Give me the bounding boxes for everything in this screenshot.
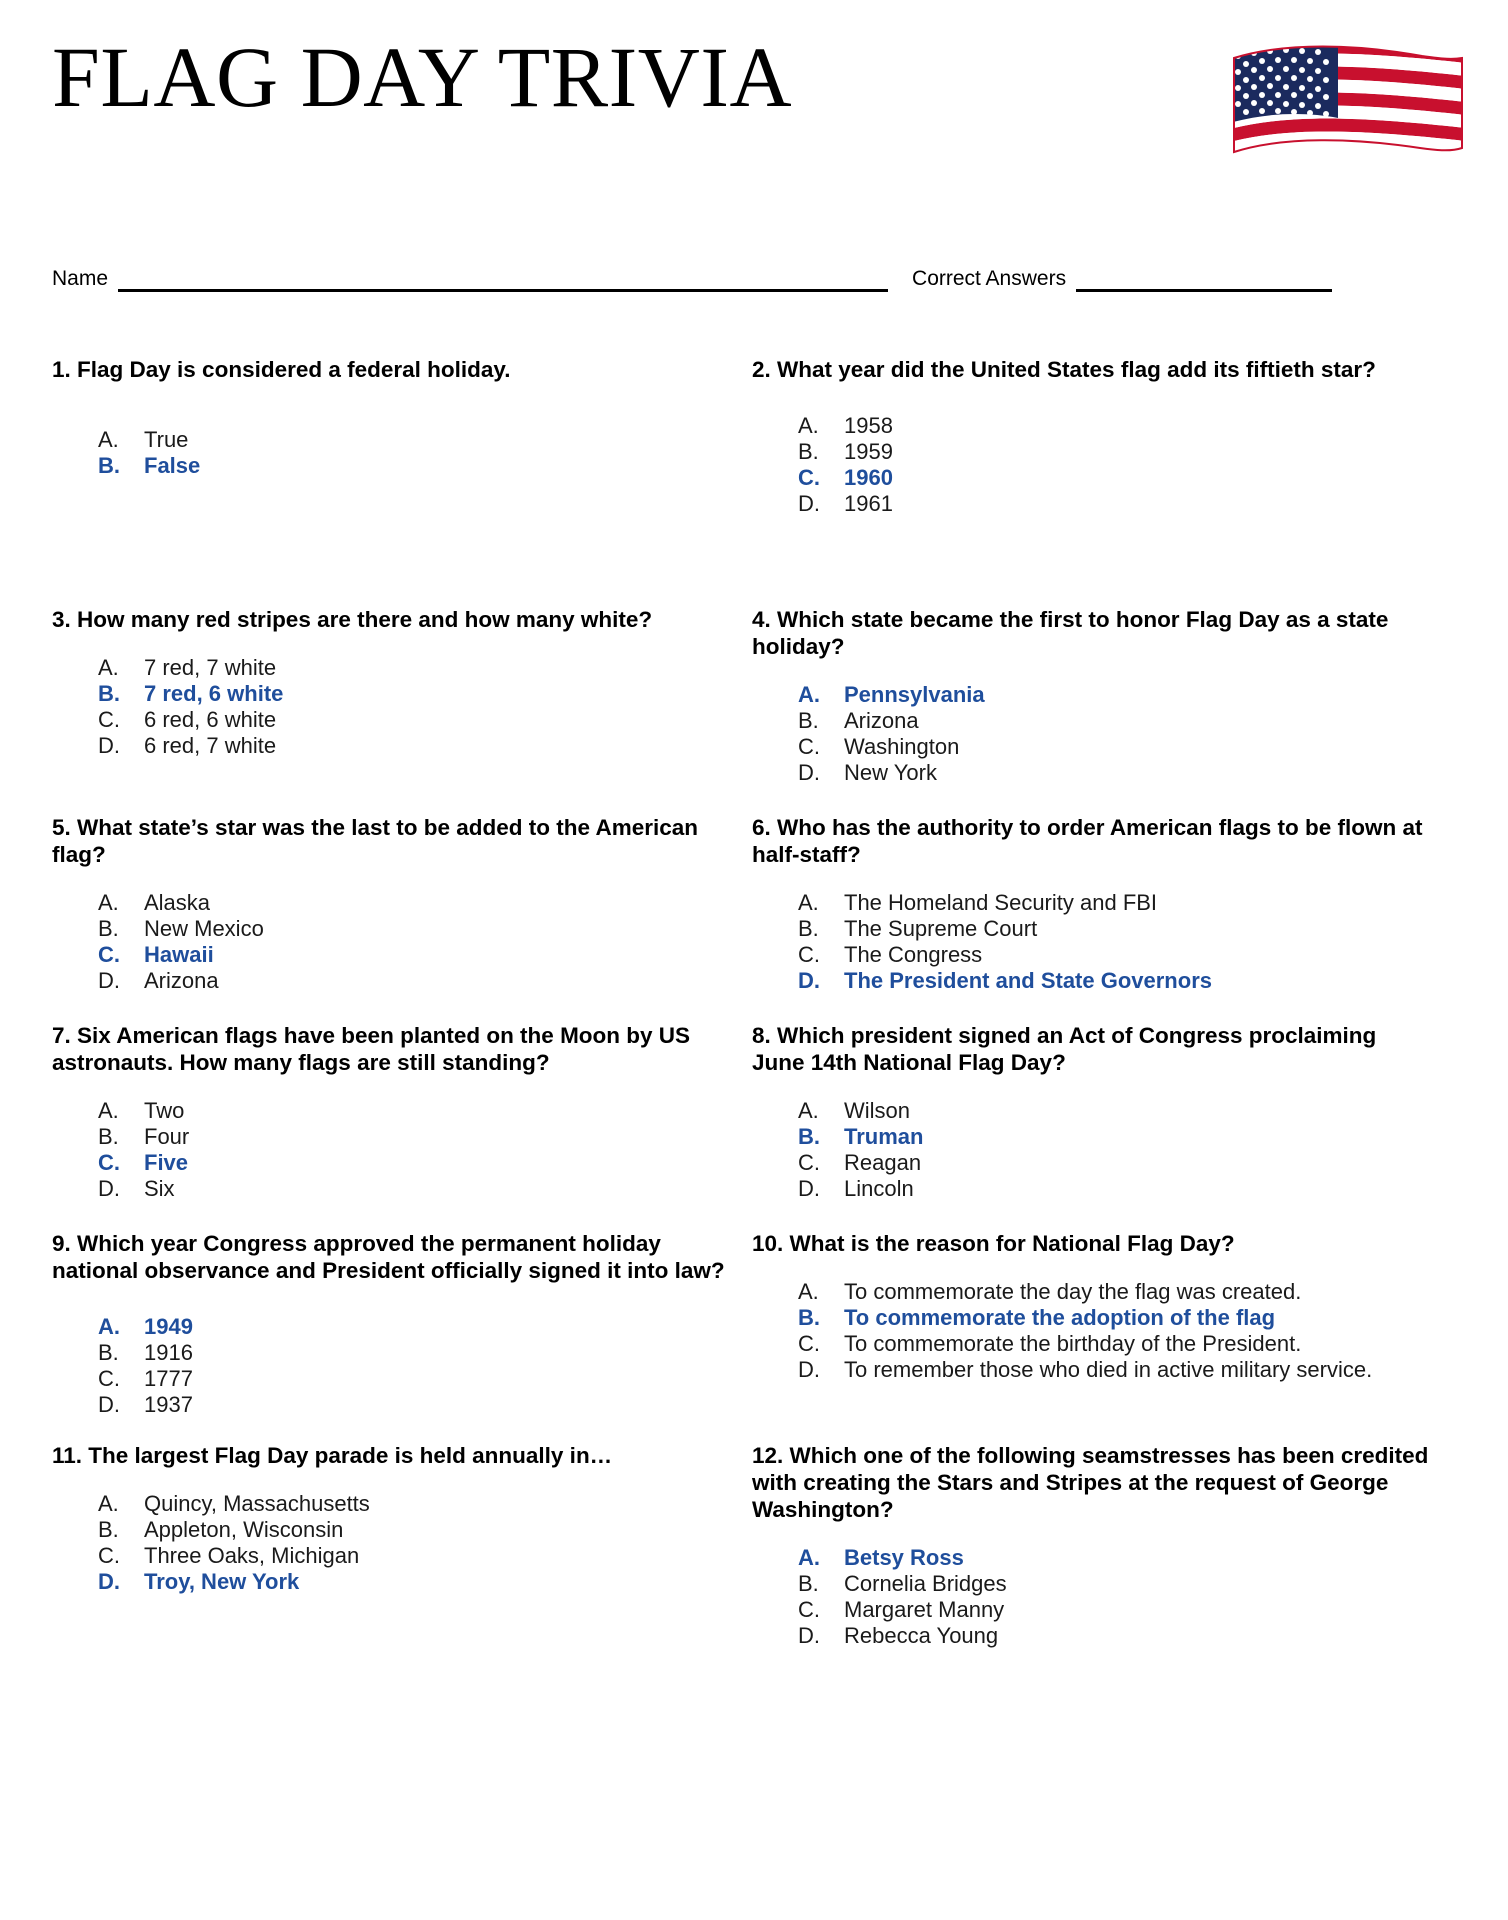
option-c[interactable]	[52, 1150, 726, 1176]
option-d[interactable]	[752, 968, 1434, 994]
questions-grid	[52, 356, 1460, 1652]
option-letter: C.	[798, 465, 820, 490]
question-text: 11. The largest Flag Day parade is held annually in…	[52, 1443, 613, 1468]
answer-options	[52, 890, 726, 994]
question-text: 9. Which year Congress approved the permanent holiday national observance and President officially signed it into law?	[52, 1231, 725, 1283]
option-text: Truman	[844, 1124, 924, 1149]
option-text: Arizona	[144, 968, 219, 993]
option-letter: A.	[798, 682, 820, 707]
option-text: Appleton, Wisconsin	[144, 1517, 344, 1542]
option-d[interactable]	[752, 1357, 1434, 1383]
question-block-12	[752, 1442, 1460, 1652]
identity-row	[52, 266, 1456, 294]
option-c[interactable]	[752, 1597, 1434, 1623]
option-b[interactable]	[752, 439, 1434, 465]
option-text: 7 red, 7 white	[144, 655, 277, 680]
option-letter: C.	[798, 1331, 820, 1356]
question-block-10	[752, 1230, 1460, 1442]
option-text: New Mexico	[144, 916, 264, 941]
option-letter: A.	[798, 1545, 820, 1570]
option-a[interactable]	[52, 1098, 726, 1124]
option-b[interactable]	[52, 453, 726, 479]
option-a[interactable]	[52, 1314, 726, 1340]
question-text: 7. Six American flags have been planted on the Moon by US astronauts. How many flags are still standing?	[52, 1023, 691, 1075]
option-text: Hawaii	[144, 942, 214, 967]
option-letter: B.	[798, 1124, 820, 1149]
question-block-4	[752, 606, 1460, 814]
question-block-11	[52, 1442, 752, 1652]
option-letter: D.	[98, 968, 120, 993]
question-text: 8. Which president signed an Act of Congress proclaiming June 14th National Flag Day?	[752, 1023, 1377, 1075]
option-c[interactable]	[752, 942, 1434, 968]
answer-options	[52, 655, 726, 759]
name-input-line[interactable]	[118, 289, 888, 292]
option-c[interactable]	[52, 1543, 726, 1569]
question-block-1	[52, 356, 752, 606]
option-letter: A.	[98, 655, 119, 680]
option-letter: D.	[798, 1357, 820, 1382]
option-letter: A.	[98, 1491, 119, 1516]
question-block-6	[752, 814, 1460, 1022]
option-letter: D.	[98, 1392, 120, 1417]
option-text: 1961	[844, 491, 893, 516]
option-text: The Supreme Court	[844, 916, 1038, 941]
question-text: 12. Which one of the following seamstresses has been credited with creating the Stars and Stripes at the request of George Washington?	[752, 1443, 1429, 1522]
option-text: Three Oaks, Michigan	[144, 1543, 360, 1568]
option-text: Margaret Manny	[844, 1597, 1005, 1622]
option-d[interactable]	[752, 491, 1434, 517]
option-b[interactable]	[52, 1124, 726, 1150]
option-letter: B.	[798, 439, 819, 464]
option-d[interactable]	[52, 1176, 726, 1202]
answer-options	[52, 1314, 726, 1418]
option-a[interactable]	[752, 1279, 1434, 1305]
question-text: 1. Flag Day is considered a federal holiday.	[52, 357, 511, 382]
question-block-9	[52, 1230, 752, 1442]
option-text: False	[144, 453, 201, 478]
option-text: Cornelia Bridges	[844, 1571, 1007, 1596]
option-a[interactable]	[52, 655, 726, 681]
option-letter: D.	[98, 1569, 120, 1594]
answer-options	[752, 890, 1434, 994]
page-header	[0, 0, 1508, 200]
option-letter: B.	[98, 1124, 119, 1149]
question-text: 5. What state’s star was the last to be added to the American flag?	[52, 815, 698, 867]
option-letter: D.	[98, 733, 120, 758]
option-b[interactable]	[752, 1571, 1434, 1597]
question-text: 6. Who has the authority to order American flags to be flown at half-staff?	[752, 815, 1423, 867]
option-text: 1959	[844, 439, 893, 464]
option-a[interactable]	[752, 1098, 1434, 1124]
option-text: 1916	[144, 1340, 193, 1365]
option-text: 1937	[144, 1392, 193, 1417]
option-letter: C.	[98, 707, 120, 732]
question-block-3	[52, 606, 752, 814]
option-text: To remember those who died in active military service.	[844, 1357, 1373, 1382]
option-d[interactable]	[52, 733, 726, 759]
option-letter: C.	[98, 1543, 120, 1568]
option-letter: C.	[798, 942, 820, 967]
option-a[interactable]	[752, 682, 1434, 708]
option-letter: A.	[98, 427, 119, 452]
option-c[interactable]	[752, 1150, 1434, 1176]
option-b[interactable]	[752, 1305, 1434, 1331]
option-letter: A.	[798, 1279, 819, 1304]
option-text: Six	[144, 1176, 175, 1201]
option-letter: B.	[798, 1305, 820, 1330]
option-d[interactable]	[52, 968, 726, 994]
question-text: 3. How many red stripes are there and how many white?	[52, 607, 653, 632]
option-a[interactable]	[52, 427, 726, 453]
option-text: 1958	[844, 413, 893, 438]
option-text: Quincy, Massachusetts	[144, 1491, 370, 1516]
answer-options	[752, 1279, 1434, 1383]
option-letter: A.	[798, 1098, 819, 1123]
option-b[interactable]	[52, 916, 726, 942]
option-text: 1777	[144, 1366, 193, 1391]
option-c[interactable]	[52, 1366, 726, 1392]
option-text: The President and State Governors	[844, 968, 1212, 993]
option-letter: C.	[98, 1150, 120, 1175]
question-text: 4. Which state became the first to honor Flag Day as a state holiday?	[752, 607, 1389, 659]
option-letter: C.	[798, 1597, 820, 1622]
option-text: To commemorate the day the flag was created.	[844, 1279, 1302, 1304]
option-letter: C.	[98, 1366, 120, 1391]
option-letter: A.	[98, 1314, 120, 1339]
option-a[interactable]	[52, 1491, 726, 1517]
option-d[interactable]	[752, 760, 1434, 786]
answer-options	[52, 1491, 726, 1595]
option-letter: D.	[798, 491, 820, 516]
option-text: 6 red, 6 white	[144, 707, 277, 732]
option-text: Two	[144, 1098, 185, 1123]
option-text: Four	[144, 1124, 190, 1149]
option-letter: A.	[98, 1098, 119, 1123]
question-block-5	[52, 814, 752, 1022]
answer-options	[752, 682, 1434, 786]
option-text: True	[144, 427, 189, 452]
option-text: Troy, New York	[144, 1569, 300, 1594]
option-text: Betsy Ross	[844, 1545, 964, 1570]
option-letter: A.	[798, 890, 819, 915]
answer-options	[52, 427, 726, 479]
option-letter: C.	[798, 734, 820, 759]
option-letter: B.	[98, 1517, 119, 1542]
option-letter: B.	[98, 453, 120, 478]
option-a[interactable]	[752, 1545, 1434, 1571]
option-text: Pennsylvania	[844, 682, 985, 707]
option-letter: C.	[798, 1150, 820, 1175]
option-c[interactable]	[752, 1331, 1434, 1357]
option-b[interactable]	[752, 1124, 1434, 1150]
option-b[interactable]	[52, 1340, 726, 1366]
option-text: 7 red, 6 white	[144, 681, 284, 706]
option-b[interactable]	[52, 681, 726, 707]
correct-answers-label: Correct Answers	[912, 267, 1067, 290]
option-c[interactable]	[52, 707, 726, 733]
option-d[interactable]	[752, 1176, 1434, 1202]
option-d[interactable]	[752, 1623, 1434, 1649]
option-letter: A.	[98, 890, 119, 915]
answer-options	[752, 413, 1434, 517]
option-letter: A.	[798, 413, 819, 438]
option-text: Washington	[844, 734, 960, 759]
question-block-7	[52, 1022, 752, 1230]
usa-flag-waving-icon	[1226, 30, 1466, 180]
option-letter: D.	[798, 1623, 820, 1648]
option-letter: B.	[98, 681, 120, 706]
option-a[interactable]	[52, 890, 726, 916]
option-c[interactable]	[752, 734, 1434, 760]
question-block-2	[752, 356, 1460, 606]
option-c[interactable]	[752, 465, 1434, 491]
option-letter: D.	[798, 1176, 820, 1201]
option-b[interactable]	[52, 1517, 726, 1543]
option-text: Lincoln	[844, 1176, 914, 1201]
question-text: 2. What year did the United States flag add its fiftieth star?	[752, 357, 1376, 382]
answer-options	[52, 1098, 726, 1202]
option-d[interactable]	[52, 1392, 726, 1418]
option-letter: B.	[798, 708, 819, 733]
option-b[interactable]	[752, 916, 1434, 942]
answer-options	[752, 1098, 1434, 1202]
option-letter: B.	[798, 916, 819, 941]
option-letter: B.	[98, 916, 119, 941]
option-letter: D.	[798, 968, 820, 993]
option-text: New York	[844, 760, 937, 785]
option-text: The Congress	[844, 942, 983, 967]
option-letter: D.	[798, 760, 820, 785]
option-text: 6 red, 7 white	[144, 733, 277, 758]
option-text: The Homeland Security and FBI	[844, 890, 1158, 915]
option-text: 1960	[844, 465, 893, 490]
answer-options	[752, 1545, 1434, 1649]
name-label: Name	[52, 267, 109, 290]
option-c[interactable]	[52, 942, 726, 968]
option-text: Five	[144, 1150, 189, 1175]
option-a[interactable]	[752, 413, 1434, 439]
option-text: Rebecca Young	[844, 1623, 999, 1648]
correct-answers-input-line[interactable]	[1076, 289, 1332, 292]
question-text: 10. What is the reason for National Flag Day?	[752, 1231, 1235, 1256]
option-text: Wilson	[844, 1098, 911, 1123]
option-text: To commemorate the adoption of the flag	[844, 1305, 1276, 1330]
option-letter: B.	[798, 1571, 819, 1596]
option-b[interactable]	[752, 708, 1434, 734]
option-text: Alaska	[144, 890, 211, 915]
question-block-8	[752, 1022, 1460, 1230]
option-letter: D.	[98, 1176, 120, 1201]
option-text: 1949	[144, 1314, 193, 1339]
option-text: Arizona	[844, 708, 919, 733]
option-text: To commemorate the birthday of the President.	[844, 1331, 1302, 1356]
option-text: Reagan	[844, 1150, 922, 1175]
option-letter: B.	[98, 1340, 119, 1365]
option-a[interactable]	[752, 890, 1434, 916]
option-letter: C.	[98, 942, 120, 967]
option-d[interactable]	[52, 1569, 726, 1595]
page-title: FLAG DAY TRIVIA	[52, 29, 793, 125]
